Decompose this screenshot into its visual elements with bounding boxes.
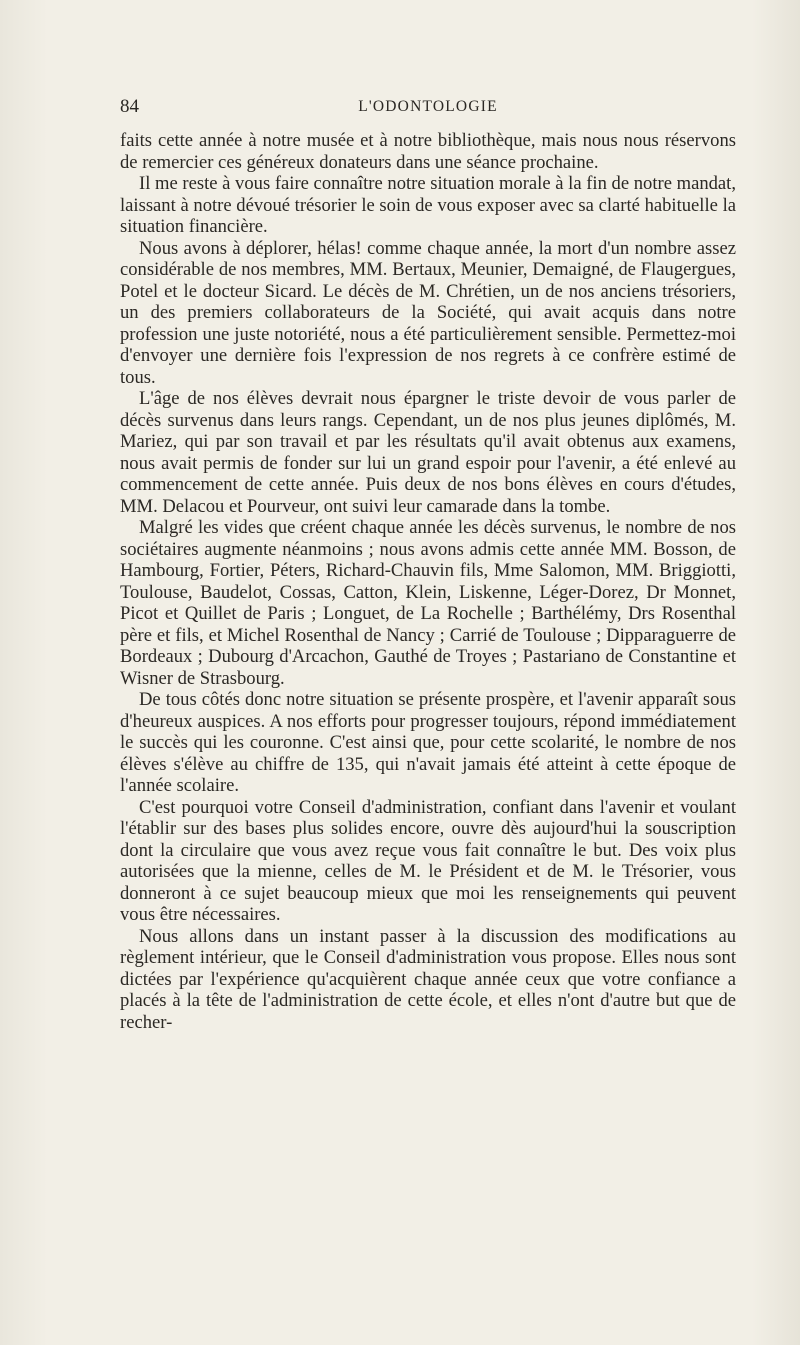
paragraph: Il me reste à vous faire connaître notre situation morale à la fin de notre mandat, laissant à notre dévoué trésorier le soin de vous exposer avec sa clarté habituelle la situation financière. bbox=[120, 173, 736, 237]
page-number: 84 bbox=[120, 96, 139, 117]
paragraph: Nous avons à déplorer, hélas! comme chaque année, la mort d'un nombre assez considérable de nos membres, MM. Bertaux, Meunier, Demaigné, de Flaugergues, Potel et le docteur Sicard. Le décès de M. Chrétien, un de nos anciens trésoriers, un des premiers collaborateurs de la Société, qui avait acquis dans notre profession une juste notoriété, nous a été particulièrement sensible. Permettez-moi d'envoyer une dernière fois l'expression de nos regrets à ce confrère estimé de tous. bbox=[120, 237, 736, 388]
paragraph: L'âge de nos élèves devrait nous épargner le triste devoir de vous parler de décès survenus dans leurs rangs. Cependant, un de nos plus jeunes diplômés, M. Mariez, qui par son travail et par les résultats qu'il avait obtenus aux examens, nous avait permis de fonder sur lui un grand espoir pour l'avenir, a été enlevé au commencement de cette année. Puis deux de nos bons élèves en cours d'études, MM. Delacou et Pourveur, ont suivi leur camarade dans la tombe. bbox=[120, 388, 736, 517]
paragraph: faits cette année à notre musée et à notre bibliothèque, mais nous nous réservons de remercier ces généreux donateurs dans une séance prochaine. bbox=[120, 130, 736, 173]
paragraph: Nous allons dans un instant passer à la discussion des modifications au règlement intérieur, que le Conseil d'administration vous propose. Elles nous sont dictées par l'expérience qu'acquièrent chaque année ceux que votre confiance a placés à la tête de l'administration de cette école, et elles n'ont d'autre but que de recher- bbox=[120, 925, 736, 1033]
paragraph: De tous côtés donc notre situation se présente prospère, et l'avenir apparaît sous d'heureux auspices. A nos efforts pour progresser toujours, répond immédiatement le succès qui les couronne. C'est ainsi que, pour cette scolarité, le nombre de nos élèves s'élève au chiffre de 135, qui n'avait jamais été atteint à cette époque de l'année scolaire. bbox=[120, 689, 736, 796]
paragraph: Malgré les vides que créent chaque année les décès survenus, le nombre de nos sociétaires augmente néanmoins ; nous avons admis cette année MM. Bosson, de Hambourg, Fortier, Péters, Richard-Chauvin fils, Mme Salomon, MM. Briggiotti, Toulouse, Baudelot, Cossas, Catton, Klein, Liskenne, Léger-Dorez, Dr Monnet, Picot et Quillet de Paris ; Longuet, de La Rochelle ; Barthélémy, Drs Rosenthal père et fils, et Michel Rosenthal de Nancy ; Carrié de Toulouse ; Dipparaguerre de Bordeaux ; Dubourg d'Arcachon, Gauthé de Troyes ; Pastariano de Constantine et Wisner de Strasbourg. bbox=[120, 517, 736, 689]
page-header bbox=[120, 96, 736, 124]
running-title: L'ODONTOLOGIE bbox=[358, 98, 498, 115]
paragraph: C'est pourquoi votre Conseil d'administration, confiant dans l'avenir et voulant l'établir sur des bases plus solides encore, ouvre dès aujourd'hui la souscription dont la circulaire que vous avez reçue vous fait connaître le but. Des voix plus autorisées que la mienne, celles de M. le Président et de M. le Trésorier, vous donneront à ce sujet beaucoup mieux que moi les renseignements qui peuvent vous être nécessaires. bbox=[120, 796, 736, 925]
body-text bbox=[120, 130, 736, 1033]
